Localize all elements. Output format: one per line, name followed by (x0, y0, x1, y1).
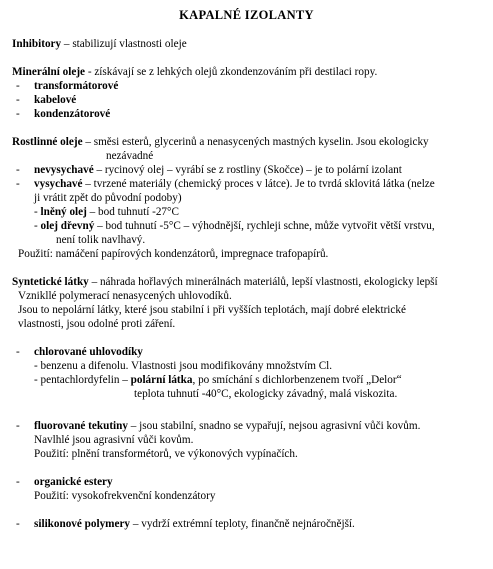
fluorinated-line-3: Použití: plnění transformétorů, ve výkonových vypínačích. (34, 448, 298, 460)
list-dash: - (16, 518, 20, 530)
mineral-item: transformátorové (34, 80, 119, 92)
synthetic-line: Syntetické látky – náhrada hořlavých minerálnách materiálů, lepší vlastnosti, ekologicky lepší (12, 276, 438, 288)
linseed-oil-line: - lněný olej – bod tuhnutí -27°C (34, 206, 179, 218)
plant-oils-line-2: nezávadné (106, 150, 154, 162)
non-drying-heading: nevysychavé (34, 164, 94, 176)
inhibitory-text: – stabilizují vlastnosti oleje (61, 38, 187, 50)
list-dash: - (16, 346, 20, 358)
mineral-oils-heading: Minerální oleje (12, 66, 86, 78)
inhibitory-heading: Inhibitory (12, 38, 62, 50)
fluorinated-line: fluorované tekutiny – jsou stabilní, snadno se vypařují, nejsou agrasivní vůči kovům. (34, 420, 421, 432)
organic-esters-heading-line (34, 476, 113, 489)
mineral-oils-line (12, 66, 377, 79)
mineral-oils-text: - získávají se z lehkých olejů zkondenzováním při destilaci ropy. (85, 66, 378, 78)
list-dash: - (16, 178, 20, 190)
organic-esters-usage: Použití: vysokofrekvenční kondenzátory (34, 490, 216, 502)
fluorinated-heading: fluorované tekutiny (34, 420, 128, 432)
chlorinated-line-3: teplota tuhnutí -40°C, ekologicky závadný, malá viskozita. (134, 388, 398, 400)
list-dash: - (16, 108, 20, 120)
list-dash: - (16, 80, 20, 92)
plant-oils-heading: Rostlinné oleje (12, 136, 83, 148)
chlorinated-line-1: - benzenu a difenolu. Vlastnosti jsou modifikovány množstvím Cl. (34, 360, 333, 372)
tung-oil-heading: olej dřevný (40, 220, 95, 232)
list-dash: - (16, 164, 20, 176)
silicone-heading: silikonové polymery (34, 518, 131, 530)
inhibitory-line (12, 38, 187, 51)
list-dash: - (16, 420, 20, 432)
non-drying-line: nevysychavé – rycinový olej – vyrábí se z rostliny (Skočce) – je to polární izolant (34, 164, 402, 176)
chlorinated-line-2: - pentachlordyfelin – polární látka, po smíchání s dichlorbenzenem tvoří „Delor“ (34, 374, 402, 386)
drying-line-2: ji vrátit zpět do původní podoby) (34, 192, 182, 204)
drying-line: vysychavé – tvrzené materiály (chemický proces v látce). Je to tvrdá sklovitá látka (nelze (34, 178, 435, 190)
synthetic-line-3: Jsou to nepolární látky, které jsou stabilní i při vyšších teplotách, mají dobré elektrické (18, 304, 406, 316)
mineral-item: kabelové (34, 94, 77, 106)
tung-oil-line-2: není tolik navlhavý. (56, 234, 146, 246)
page-title: KAPALNÉ IZOLANTY (179, 8, 314, 22)
organic-esters-heading: organické estery (34, 476, 113, 488)
drying-heading: vysychavé (34, 178, 83, 190)
silicone-line: silikonové polymery – vydrží extrémní teploty, finančně nejnáročnější. (34, 518, 355, 530)
fluorinated-line-2: Navlhlé jsou agrasivní vůči kovům. (34, 434, 194, 446)
synthetic-line-4: vlastnosti, jsou odolné proti záření. (18, 318, 176, 330)
mineral-item: kondenzátorové (34, 108, 111, 120)
chlorinated-heading: chlorované uhlovodíky (34, 346, 143, 358)
list-dash: - (16, 476, 20, 488)
chlorinated-heading-line (34, 346, 143, 359)
synthetic-line-2: Vznikllé polymerací nenasycených uhlovodíků. (18, 290, 232, 302)
plant-oils-usage: Použití: namáčení papírových kondenzátorů, impregnace trafopapírů. (18, 248, 329, 260)
list-dash: - (16, 94, 20, 106)
synthetic-heading: Syntetické látky (12, 276, 89, 288)
plant-oils-line: Rostlinné oleje – směsi esterů, glycerinů a nenasycených mastných kyselin. Jsou ekologicky (12, 136, 429, 148)
tung-oil-line: - olej dřevný – bod tuhnutí -5°C – výhodnější, rychleji schne, může vytvořit větší vrstvu, (34, 220, 435, 232)
linseed-oil-heading: lněný olej (40, 206, 87, 218)
